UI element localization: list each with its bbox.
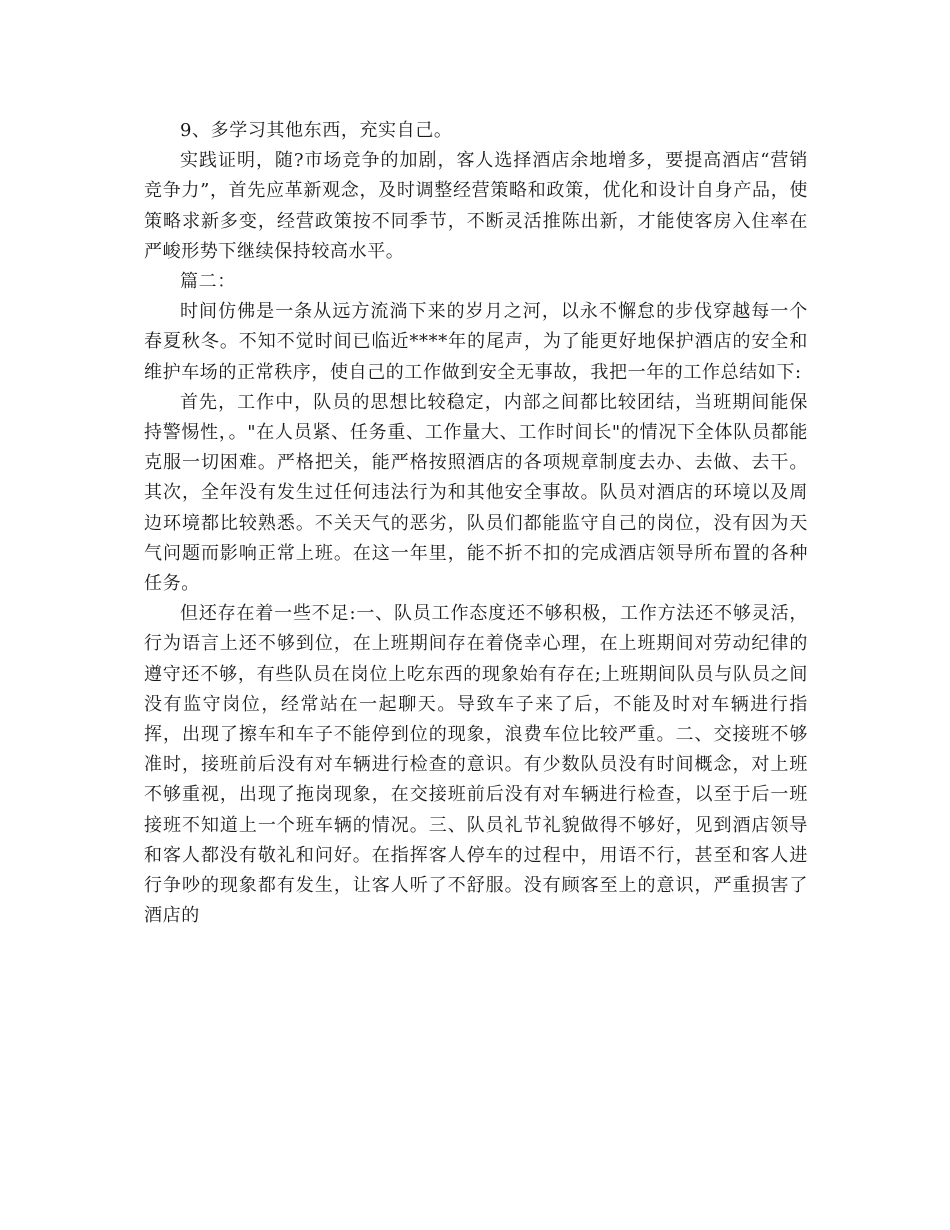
document-body	[144, 116, 808, 931]
paragraph-intro-summary: 时间仿佛是一条从远方流淌下来的岁月之河，以永不懈怠的步伐穿越每一个春夏秋冬。不知不觉时间已临近****年的尾声，为了能更好地保护酒店的安全和维护车场的正常秩序，使自己的工作做到安全无事故，我把一年的工作总结如下:	[144, 301, 808, 383]
paragraph-shortcomings: 但还存在着一些不足:一、队员工作态度还不够积极，工作方法还不够灵活，行为语言上还不够到位，在上班期间存在着侥幸心理，在上班期间对劳动纪律的遵守还不够，有些队员在岗位上吃东西的现象始有存在;上班期间队员与队员之间没有监守岗位，经常站在一起聊天。导致车子来了后，不能及时对车辆进行指挥，出现了擦车和车子不能停到位的现象，浪费车位比较严重。二、交接班不够准时，接班前后没有对车辆进行检查的意识。有少数队员没有时间概念，对上班不够重视，出现了拖岗现象，在交接班前后没有对车辆进行检查，以至于后一班接班不知道上一个班车辆的情况。三、队员礼节礼貌做得不够好，见到酒店领导和客人都没有敬礼和问好。在指挥客人停车的过程中，用语不行，甚至和客人进行争吵的现象都有发生，让客人听了不舒服。没有顾客至上的意识，严重损害了酒店的	[144, 603, 808, 927]
section-heading-part-two: 篇二：	[180, 271, 236, 293]
paragraph-practice-proves: 实践证明，随?市场竞争的加剧，客人选择酒店余地增多，要提高酒店“营销竞争力”，首先应革新观念，及时调整经营策略和政策，优化和设计自身产品，使策略求新多变，经营政策按不同季节，不断灵活推陈出新，才能使客房入住率在严峻形势下继续保持较高水平。	[144, 150, 808, 262]
paragraph-item-9: 9、多学习其他东西，充实自己。	[180, 120, 453, 141]
paragraph-achievements: 首先，工作中，队员的思想比较稳定，内部之间都比较团结，当班期间能保持警惕性，。"在人员紧、任务重、工作量大、工作时间长"的情况下全体队员都能克服一切困难。严格把关，能严格按照酒店的各项规章制度去办、去做、去干。其次，全年没有发生过任何违法行为和其他安全事故。队员对酒店的环境以及周边环境都比较熟悉。不关天气的恶劣，队员们都能监守自己的岗位，没有因为天气问题而影响正常上班。在这一年里，能不折不扣的完成酒店领导所布置的各种任务。	[144, 391, 808, 595]
